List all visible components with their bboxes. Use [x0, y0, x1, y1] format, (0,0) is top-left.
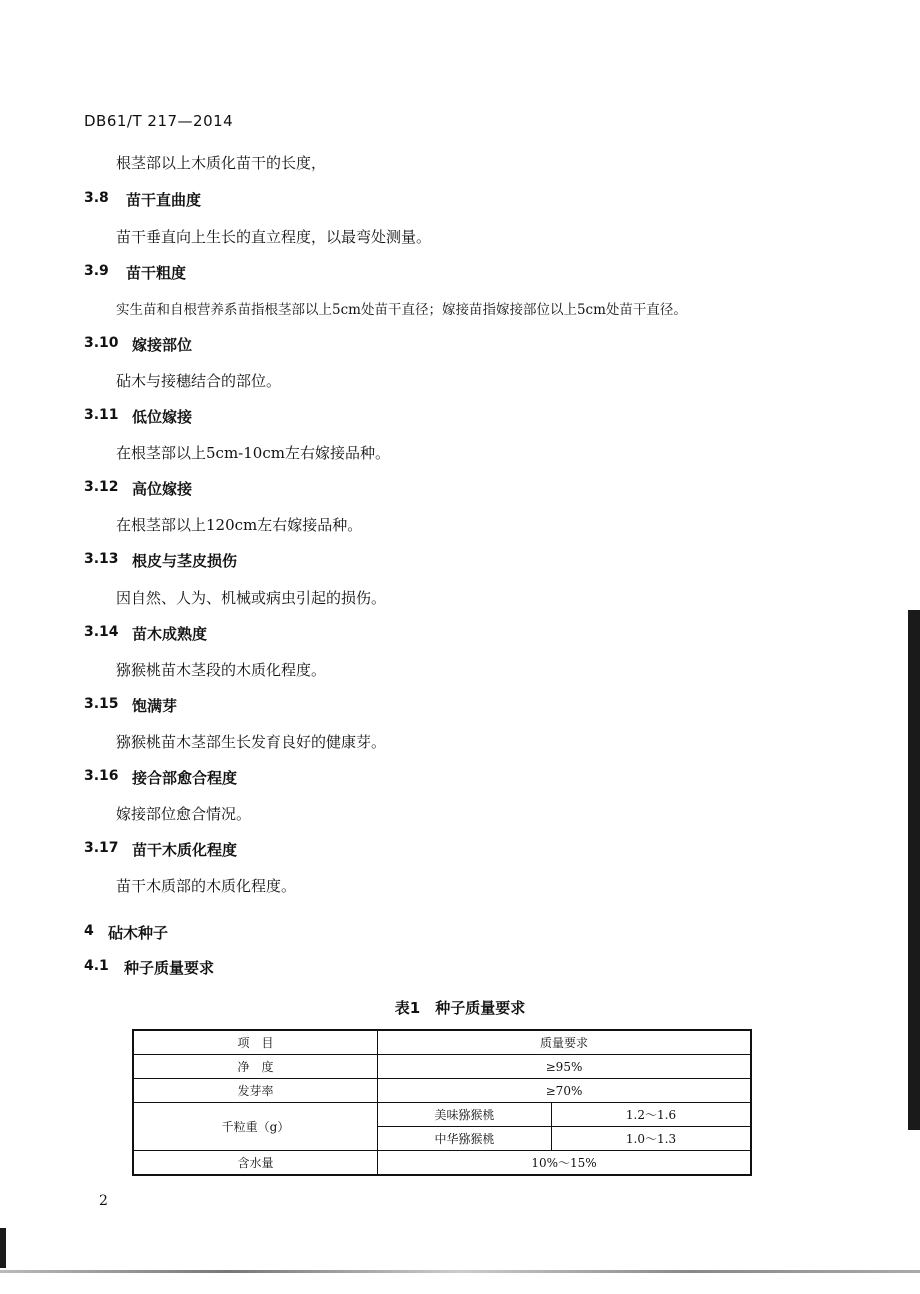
- sub-label: 中华猕猴桃: [378, 1127, 552, 1151]
- section-number: 3.17: [84, 840, 119, 856]
- section-title: 苗木成熟度: [132, 625, 208, 643]
- table-header-row: [133, 1030, 751, 1055]
- section-text: 因自然、人为、机械或病虫引起的损伤。: [116, 589, 387, 607]
- section-number: 3.14: [84, 624, 119, 640]
- section-number: 3.11: [84, 407, 119, 423]
- table-caption: 表1 种子质量要求: [394, 999, 526, 1017]
- section-text: 嫁接部位愈合情况。: [116, 805, 252, 823]
- sub-value: 1.0～1.3: [552, 1127, 752, 1151]
- scan-edge-mark: [0, 1228, 6, 1268]
- section-title: 嫁接部位: [132, 336, 193, 354]
- section-title: 苗干粗度: [126, 264, 187, 282]
- section-text: 苗干垂直向上生长的直立程度，以最弯处测量。: [116, 228, 432, 246]
- header-requirement: 质量要求: [378, 1030, 752, 1055]
- scan-bottom-line: [0, 1270, 920, 1273]
- row-label: 净 度: [133, 1055, 378, 1079]
- table-row: [133, 1055, 751, 1079]
- section-text: 实生苗和自根营养系苗指根茎部以上5cm处苗干直径；嫁接苗指嫁接部位以上5cm处苗干直径。: [116, 302, 687, 318]
- section-title: 种子质量要求: [124, 959, 215, 977]
- row-value: ≥70%: [378, 1079, 752, 1103]
- section-number: 3.15: [84, 696, 119, 712]
- section-number: 3.8: [84, 190, 109, 206]
- table-row: [133, 1079, 751, 1103]
- section-title: 高位嫁接: [132, 480, 193, 498]
- section-text: 砧木与接穗结合的部位。: [116, 372, 282, 390]
- row-value: ≥95%: [378, 1055, 752, 1079]
- row-label: 发芽率: [133, 1079, 378, 1103]
- section-title: 苗干木质化程度: [132, 841, 238, 859]
- chapter-title: 砧木种子: [108, 924, 169, 942]
- row-value: 10%～15%: [378, 1151, 752, 1176]
- section-text: 在根茎部以上120cm左右嫁接品种。: [116, 516, 363, 534]
- section-number: 3.9: [84, 263, 109, 279]
- table-row: [133, 1151, 751, 1176]
- table-row: [133, 1103, 751, 1127]
- section-text: 在根茎部以上5cm-10cm左右嫁接品种。: [116, 444, 390, 462]
- sub-label: 美味猕猴桃: [378, 1103, 552, 1127]
- section-number: 4.1: [84, 958, 109, 974]
- row-label: 含水量: [133, 1151, 378, 1176]
- header-item: 项 目: [133, 1030, 378, 1055]
- section-number: 3.13: [84, 551, 119, 567]
- section-text: 猕猴桃苗木茎段的木质化程度。: [116, 661, 327, 679]
- section-text: 苗干木质部的木质化程度。: [116, 877, 297, 895]
- chapter-number: 4: [84, 923, 94, 939]
- scan-edge-shadow: [908, 610, 920, 1130]
- page-number: 2: [99, 1193, 108, 1209]
- section-text: 猕猴桃苗木茎部生长发育良好的健康芽。: [116, 733, 387, 751]
- seed-quality-table: [132, 1029, 752, 1176]
- section-title: 接合部愈合程度: [132, 769, 238, 787]
- intro-line: 根茎部以上木质化苗干的长度，: [116, 154, 327, 172]
- document-code: DB61/T 217—2014: [84, 112, 234, 130]
- section-number: 3.12: [84, 479, 119, 495]
- sub-value: 1.2～1.6: [552, 1103, 752, 1127]
- section-title: 根皮与茎皮损伤: [132, 552, 238, 570]
- section-title: 低位嫁接: [132, 408, 193, 426]
- section-title: 苗干直曲度: [126, 191, 202, 209]
- section-title: 饱满芽: [132, 697, 178, 715]
- section-number: 3.10: [84, 335, 119, 351]
- row-label: 千粒重（g）: [133, 1103, 378, 1151]
- section-number: 3.16: [84, 768, 119, 784]
